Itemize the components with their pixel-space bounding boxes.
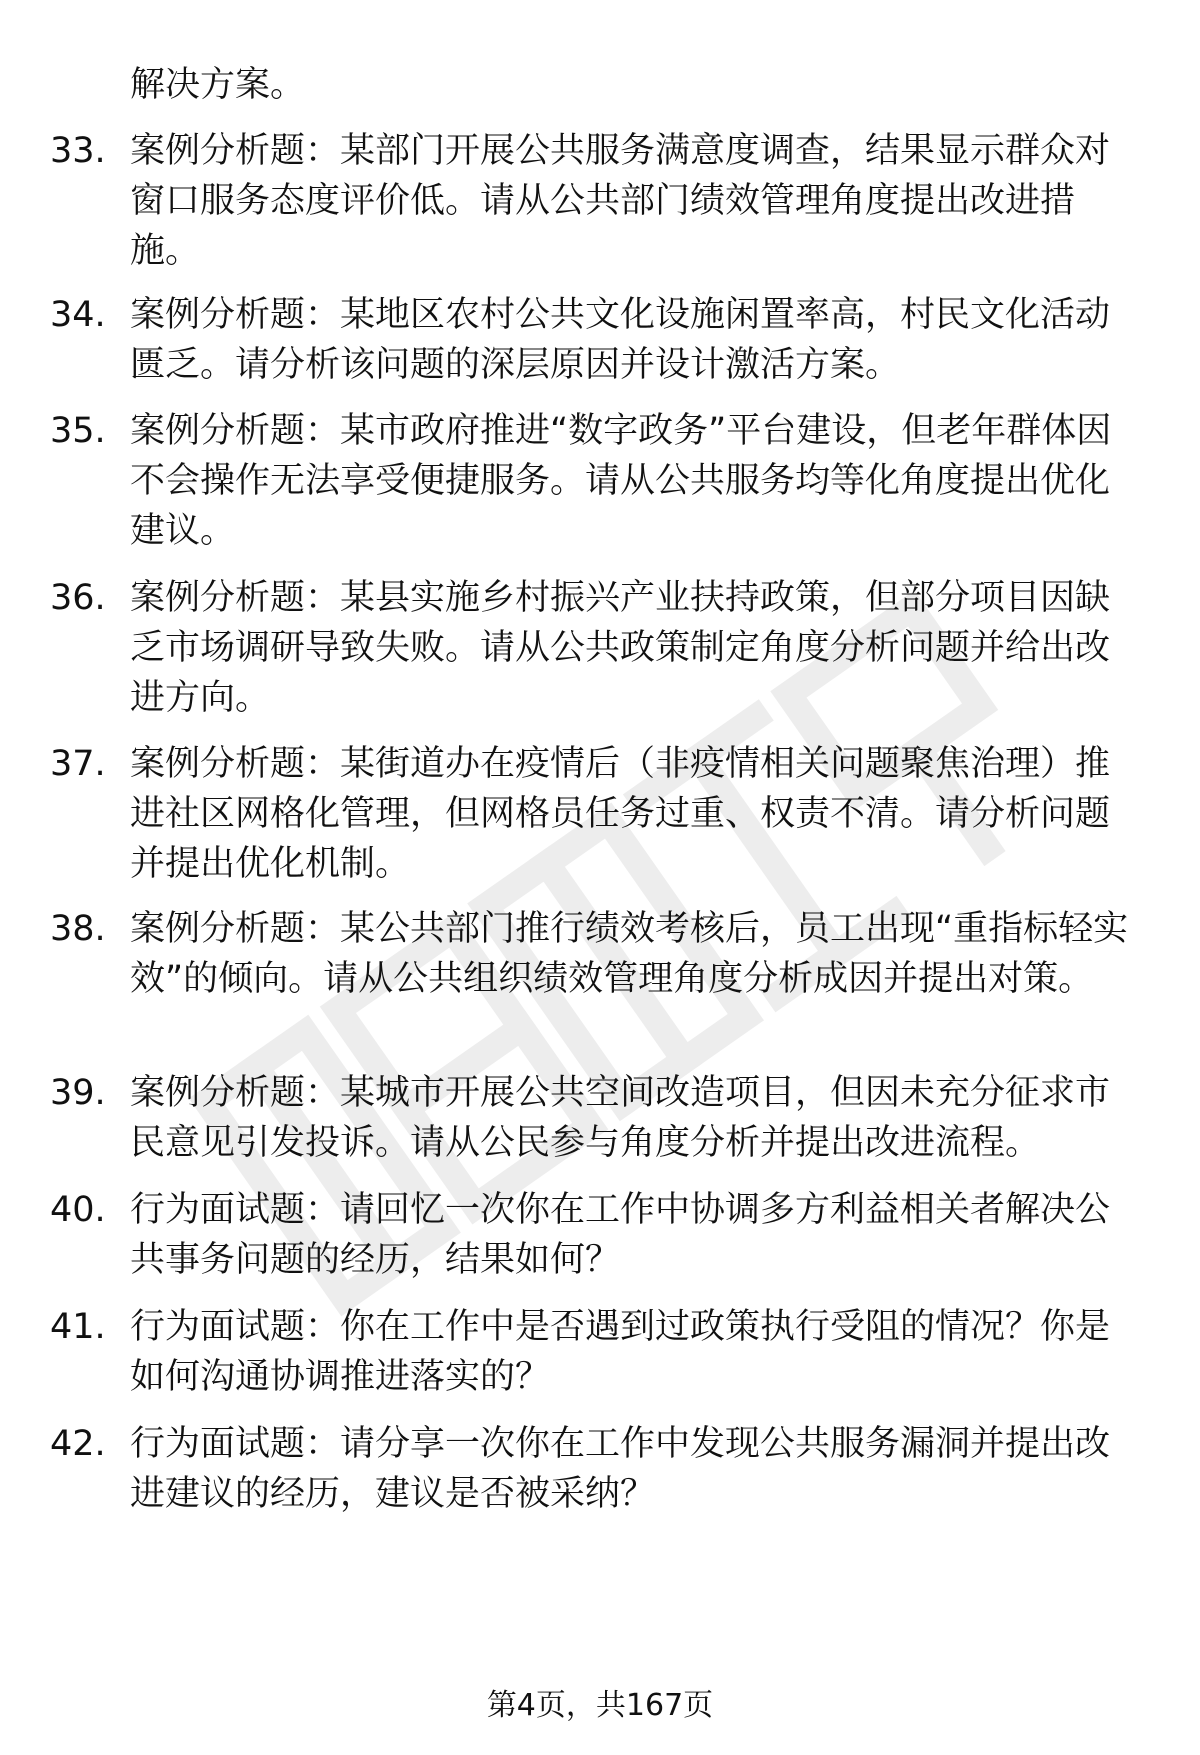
question-item-40 bbox=[50, 1185, 1140, 1285]
question-number: 34. bbox=[50, 295, 106, 335]
question-item-34 bbox=[50, 290, 1140, 390]
question-number: 36. bbox=[50, 578, 106, 618]
question-number: 38. bbox=[50, 909, 106, 949]
question-item-36 bbox=[50, 573, 1140, 723]
question-text: 案例分析题：某地区农村公共文化设施闲置率高，村民文化活动匮乏。请分析该问题的深层原因并设计激活方案。 bbox=[130, 295, 1111, 385]
question-item-37 bbox=[50, 739, 1140, 889]
question-text: 案例分析题：某公共部门推行绩效考核后，员工出现“重指标轻实效”的倾向。请从公共组织绩效管理角度分析成因并提出对策。 bbox=[130, 909, 1129, 999]
page-footer: 第4页，共167页 bbox=[486, 1688, 714, 1723]
question-item-33 bbox=[50, 126, 1140, 276]
question-text: 案例分析题：某部门开展公共服务满意度调查，结果显示群众对窗口服务态度评价低。请从公共部门绩效管理角度提出改进措施。 bbox=[130, 131, 1111, 271]
question-number: 35. bbox=[50, 411, 106, 451]
question-item-41 bbox=[50, 1302, 1140, 1402]
question-item-42 bbox=[50, 1419, 1140, 1519]
question-text: 案例分析题：某街道办在疫情后（非疫情相关问题聚焦治理）推进社区网格化管理，但网格员任务过重、权责不清。请分析问题并提出优化机制。 bbox=[130, 744, 1111, 884]
question-text: 行为面试题：你在工作中是否遇到过政策执行受阻的情况？你是如何沟通协调推进落实的？ bbox=[130, 1307, 1111, 1397]
question-number: 42. bbox=[50, 1424, 106, 1464]
question-number: 33. bbox=[50, 131, 106, 171]
continuation-text: 解决方案。 bbox=[130, 65, 306, 105]
question-number: 41. bbox=[50, 1307, 106, 1347]
question-text: 案例分析题：某县实施乡村振兴产业扶持政策，但部分项目因缺乏市场调研导致失败。请从公共政策制定角度分析问题并给出改进方向。 bbox=[130, 578, 1111, 718]
question-number: 37. bbox=[50, 744, 106, 784]
question-text: 行为面试题：请回忆一次你在工作中协调多方利益相关者解决公共事务问题的经历，结果如何？ bbox=[130, 1190, 1111, 1280]
question-text: 案例分析题：某城市开展公共空间改造项目，但因未充分征求市民意见引发投诉。请从公民参与角度分析并提出改进流程。 bbox=[130, 1073, 1111, 1163]
question-text: 行为面试题：请分享一次你在工作中发现公共服务漏洞并提出改进建议的经历，建议是否被采纳？ bbox=[130, 1424, 1111, 1514]
question-number: 39. bbox=[50, 1073, 106, 1113]
question-item-38 bbox=[50, 904, 1140, 1004]
question-number: 40. bbox=[50, 1190, 106, 1230]
question-item-35 bbox=[50, 406, 1140, 556]
question-item-39 bbox=[50, 1068, 1140, 1168]
question-text: 案例分析题：某市政府推进“数字政务”平台建设，但老年群体因不会操作无法享受便捷服务。请从公共服务均等化角度提出优化建议。 bbox=[130, 411, 1112, 551]
